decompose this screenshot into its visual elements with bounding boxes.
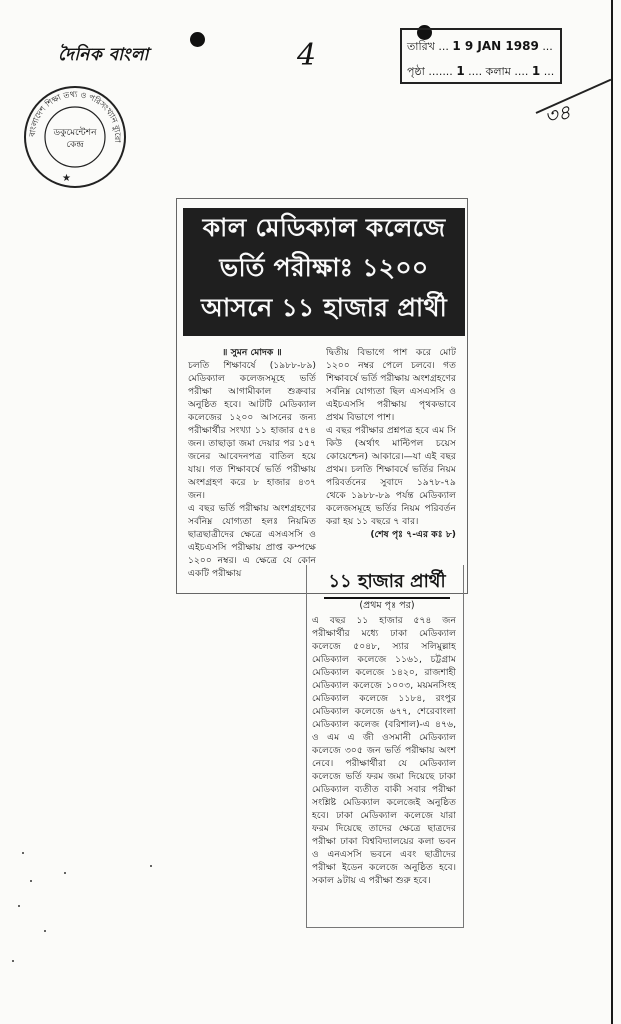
seal-star-icon: ★ (62, 173, 71, 184)
date-line: তারিখ ... 1 9 JAN 1989 ... (407, 39, 553, 53)
scan-speck (64, 872, 66, 874)
byline: ॥ সুমন মোদক ॥ (222, 347, 282, 358)
scan-speck (150, 865, 152, 867)
library-seal-stamp (22, 84, 128, 190)
page-column-line: পৃষ্ঠা ....... 1 .... কলাম .... 1 ... (407, 64, 555, 78)
column-label: কলাম (485, 65, 511, 78)
col1-paragraph-2: এ বছর ভর্তি পরীক্ষায় অংশগ্রহণের সর্বনিম্ন যোগ্যতা হলঃ নিয়মিত ছাত্রছাত্রীদের ক্ষেত্রে এসএসসি ও এইচএসসি পরীক্ষায় প্রাপ্ত কম্পক্ষে ১২০০ নম্বর। এ ক্ষেত্রে যে কোন একটি পরীক্ষায় (188, 503, 316, 579)
headline-line-2: ভর্তি পরীক্ষাঃ ১২০০ (219, 253, 429, 282)
col2-paragraph-2: এ বছর পরীক্ষার প্রশ্নপত্র হবে এম সি কিউ (অর্থাৎ মাল্টিপল চয়েস কোয়েশ্চেন) আকারে।—যা এই বছর প্রথম। চলতি শিক্ষাবর্ষে ভর্তির নিয়ম পরিবর্তনের সুবাদে ১৯৭৮-৭৯ থেকে ১৯৮৮-৮৯ পর্যন্ত মেডিক্যাল কলেজসমূহে ভর্তির নিয়ম পরিবর্তন করা হয় ১১ বছরে ৭ বার। (326, 425, 456, 527)
scan-speck (12, 960, 14, 962)
continued-from-note: (প্রথম পৃঃ পর) (359, 600, 415, 611)
scan-speck (44, 930, 46, 932)
seal-center-line1: ডকুমেন্টেশন (53, 128, 97, 138)
page-value: 1 (456, 64, 465, 78)
handwritten-folio: ৩৪ (542, 99, 573, 129)
punch-hole-left (190, 32, 205, 47)
date-label: তারিখ (407, 40, 435, 53)
continued-on-note: (শেষ পৃঃ ৭-এর কঃ ৮) (370, 529, 456, 540)
article-column-1 (188, 346, 316, 586)
col3-paragraph-1: এ বছর ১১ হাজার ৫৭৪ জন পরীক্ষার্থীর মধ্যে ঢাকা মেডিক্যাল কলেজে ৫০৪৮, স্যার সলিমুল্লাহ মেডিক্যাল কলেজে ১১৬১, চট্টগ্রাম মেডিক্যাল কলেজে ১৪২০, রাজশাহী মেডিক্যাল কলেজে ১০০৩, ময়মনসিংহ মেডিক্যাল কলেজে ১১৮৪, রংপুর মেডিক্যাল কলেজে ৬৭৭, শেরেবাংলা মেডিক্যাল কলেজ (বরিশাল)-এ ৪৭৬, ও এম এ জী ওসমানী মেডিক্যাল কলেজে ৩০৫ জন ভর্তি পরীক্ষায় অংশ নেবে। পরীক্ষার্থীরা যে মেডিক্যাল কলেজে ভর্তি ফরম জমা দিয়েছে ঢাকা মেডিক্যাল ব্যতীত বাকী সবার পরীক্ষা সংশ্লিষ্ট মেডিক্যাল কলেজেই অনুষ্ঠিত হবে। ঢাকা মেডিক্যাল কলেজে যারা ফরম দিয়েছে তাদের ক্ষেত্রে ছাত্রদের পরীক্ষা ঢাকা বিশ্ববিদ্যালয়ের কলা ভবন ও এনএসসি ভবনে এবং ছাত্রীদের পরীক্ষা ইডেন কলেজে অনুষ্ঠিত হবে। সকাল ৯টায় এ পরীক্ষা শুরু হবে। (312, 615, 456, 886)
col1-paragraph-1: চলতি শিক্ষাবর্ষে (১৯৮৮-৮৯) মেডিক্যাল কলেজসমূহে ভর্তি পরীক্ষা আগামীকাল শুক্রবার অনুষ্ঠিত হবে। আটটি মেডিক্যাল কলেজের ১২০০ আসনের জন্য পরীক্ষার্থীর সংখ্যা ১১ হাজার ৫৭৪ জন। তাছাড়া জমা দেয়ার পর ১৫৭ জনের আবেদনপত্র বাতিল হয়ে যায়। গত শিক্ষাবর্ষে ভর্তি পরীক্ষায় অংশগ্রহণ করে ৮ হাজার ৪৩৭ জন। (188, 360, 316, 501)
headline (183, 208, 465, 336)
article-column-2 (326, 346, 456, 554)
article-column-3 (312, 614, 456, 922)
newspaper-name: দৈনিক বাংলা (58, 45, 149, 65)
date-stamp (400, 28, 562, 84)
seal-center-line2: কেন্দ্র (66, 140, 84, 150)
date-value: 1 9 JAN 1989 (452, 39, 539, 53)
continuation-headline: ১১ হাজার প্রার্থী (324, 567, 450, 599)
handwritten-stroke (536, 79, 612, 114)
column-value: 1 (531, 64, 541, 78)
scan-speck (22, 852, 24, 854)
page-number: 4 (297, 38, 317, 73)
scan-speck (30, 880, 32, 882)
col2-paragraph-1: দ্বিতীয় বিভাগে পাশ করে মোট ১২০০ নম্বর পেলে চলবে। গত শিক্ষাবর্ষে ভর্তি পরীক্ষায় অংশগ্রহণের সর্বনিম্ন যোগ্যতা ছিল এসএসসি ও এইচএসসি পরীক্ষায় পৃথকভাবে প্রথম বিভাগে পাশ। (326, 347, 456, 423)
page-label: পৃষ্ঠা (407, 65, 425, 78)
headline-line-3: আসনে ১১ হাজার প্রার্থী (200, 293, 448, 322)
seal-ring-text: বাংলাদেশ শিক্ষা তথ্য ও পরিসংখ্যান ব্যুরো (27, 89, 123, 143)
scan-speck (18, 905, 20, 907)
headline-line-1: কাল মেডিক্যাল কলেজে (202, 213, 446, 242)
